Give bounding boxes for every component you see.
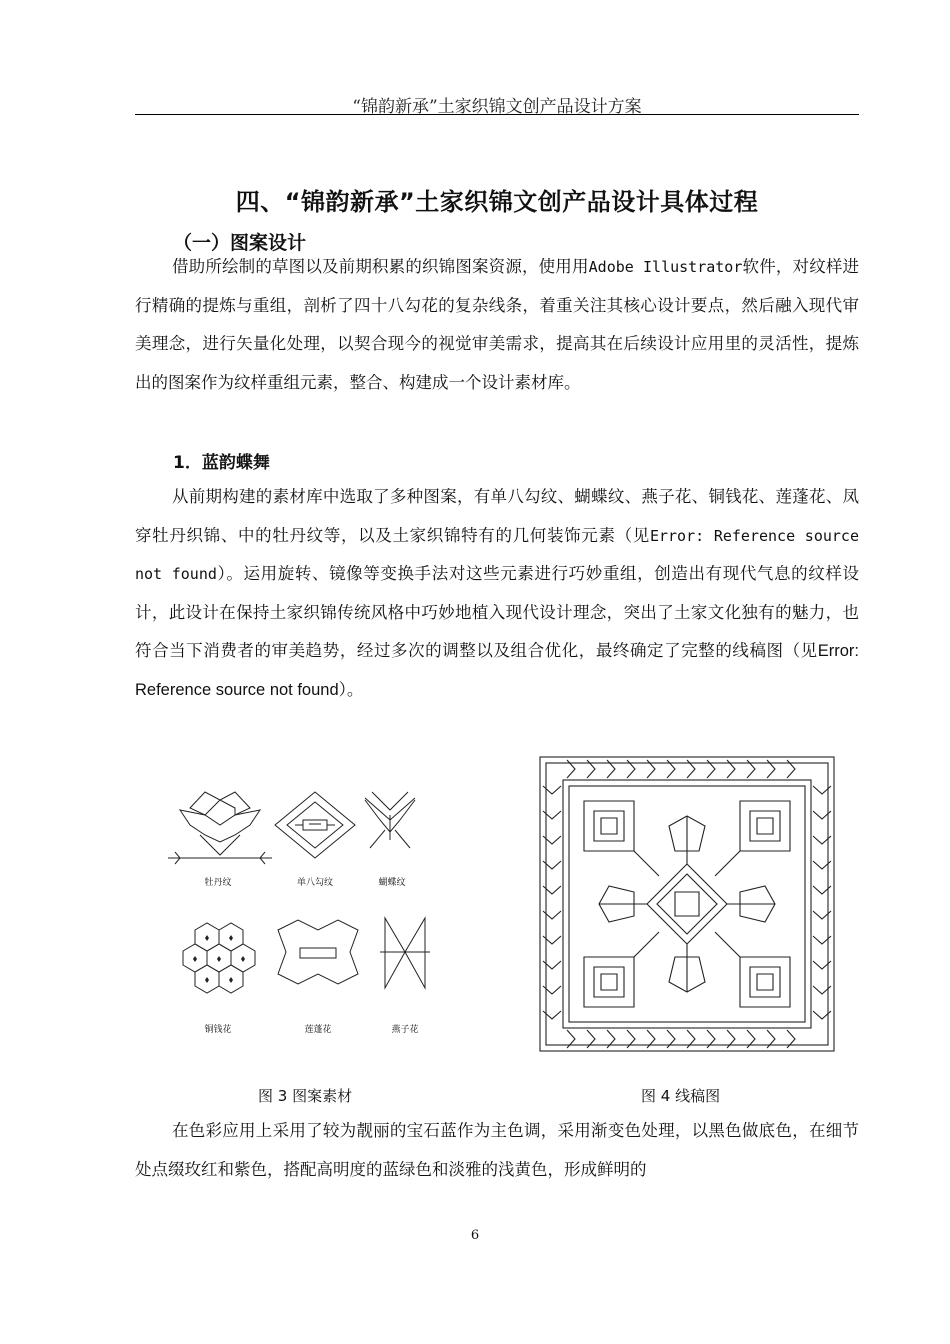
para1-text-a: 借助所绘制的草图以及前期积累的织锦图案资源，使用用 [172, 257, 589, 276]
para1-software: Adobe Illustrator [588, 258, 743, 276]
yanzi-pattern-icon [380, 918, 430, 988]
para1-text-c: 软件，对纹样进行精确的提炼与重组，剖析了四十八勾花的复杂线条，着重关注其核心设计要点，然后融入现代审美理念，进行矢量化处理，以契合现今的视觉审美需求，提高其在后续设计应用里的灵活性，提炼出的图案作为纹样重组元素，整合、构建成一个设计素材库。 [135, 257, 860, 392]
lianpeng-pattern-icon [278, 920, 358, 984]
para2-error-ref-1: Error: Reference source not found [135, 526, 859, 584]
para2-text-c: ）。运用旋转、镜像等变换手法对这些元素进行巧妙重组，创造出有现代气息的纹样设计，此设计在保持土家织锦传统风格中巧妙地植入现代设计理念，突出了土家文化独有的魅力，也符合当下消费者的审美趋势，经过多次的调整以及组合优化，最终确定了完整的线稿图（见 [135, 564, 860, 661]
paragraph-design [135, 478, 859, 710]
butterfly-pattern-icon [365, 792, 415, 848]
running-header: “锦韵新承”土家织锦文创产品设计方案 [352, 97, 642, 117]
paragraph-intro [135, 248, 859, 402]
para2-text-a: 从前期构建的素材库中选取了多种图案，有单八勾纹、蝴蝶纹、燕子花、铜钱花、莲蓬花、凤穿牡丹织锦、中的牡丹纹等，以及土家织锦特有的几何装饰元素（见 [135, 487, 859, 545]
chapter-title: 四、“锦韵新承”土家织锦文创产品设计具体过程 [235, 188, 759, 216]
label-yanzi: 燕子花 [391, 1025, 419, 1035]
peony-pattern-icon [168, 792, 272, 864]
line-draft-figure [539, 756, 835, 1052]
header-rule [135, 114, 859, 115]
figure4-caption: 图 4 线稿图 [641, 1087, 721, 1105]
paragraph-color: 在色彩应用上采用了较为靓丽的宝石蓝作为主色调，采用渐变色处理，以黑色做底色，在细节处点缀玫红和紫色，搭配高明度的蓝绿色和淡雅的浅黄色，形成鲜明的 [135, 1121, 859, 1179]
pattern-materials-figure [160, 780, 450, 1040]
page-number: 6 [470, 1228, 480, 1243]
border-chevrons [543, 760, 831, 1048]
subsection-title: 1．蓝韵蝶舞 [173, 453, 270, 473]
para2-text-e: ）。 [338, 679, 364, 699]
label-tongqian: 铜钱花 [204, 1025, 232, 1035]
label-peony: 牡丹纹 [204, 878, 232, 888]
para2-error-ref-2: Error: Reference source not found [135, 642, 859, 699]
danbagou-pattern-icon [275, 792, 355, 858]
central-motif [599, 816, 775, 992]
label-butterfly: 蝴蝶纹 [378, 878, 406, 888]
label-lianpeng: 莲蓬花 [304, 1025, 332, 1035]
figure3-caption: 图 3 图案素材 [258, 1087, 353, 1105]
section-title: （一）图案设计 [173, 232, 307, 254]
label-danbagou: 单八勾纹 [296, 878, 334, 888]
